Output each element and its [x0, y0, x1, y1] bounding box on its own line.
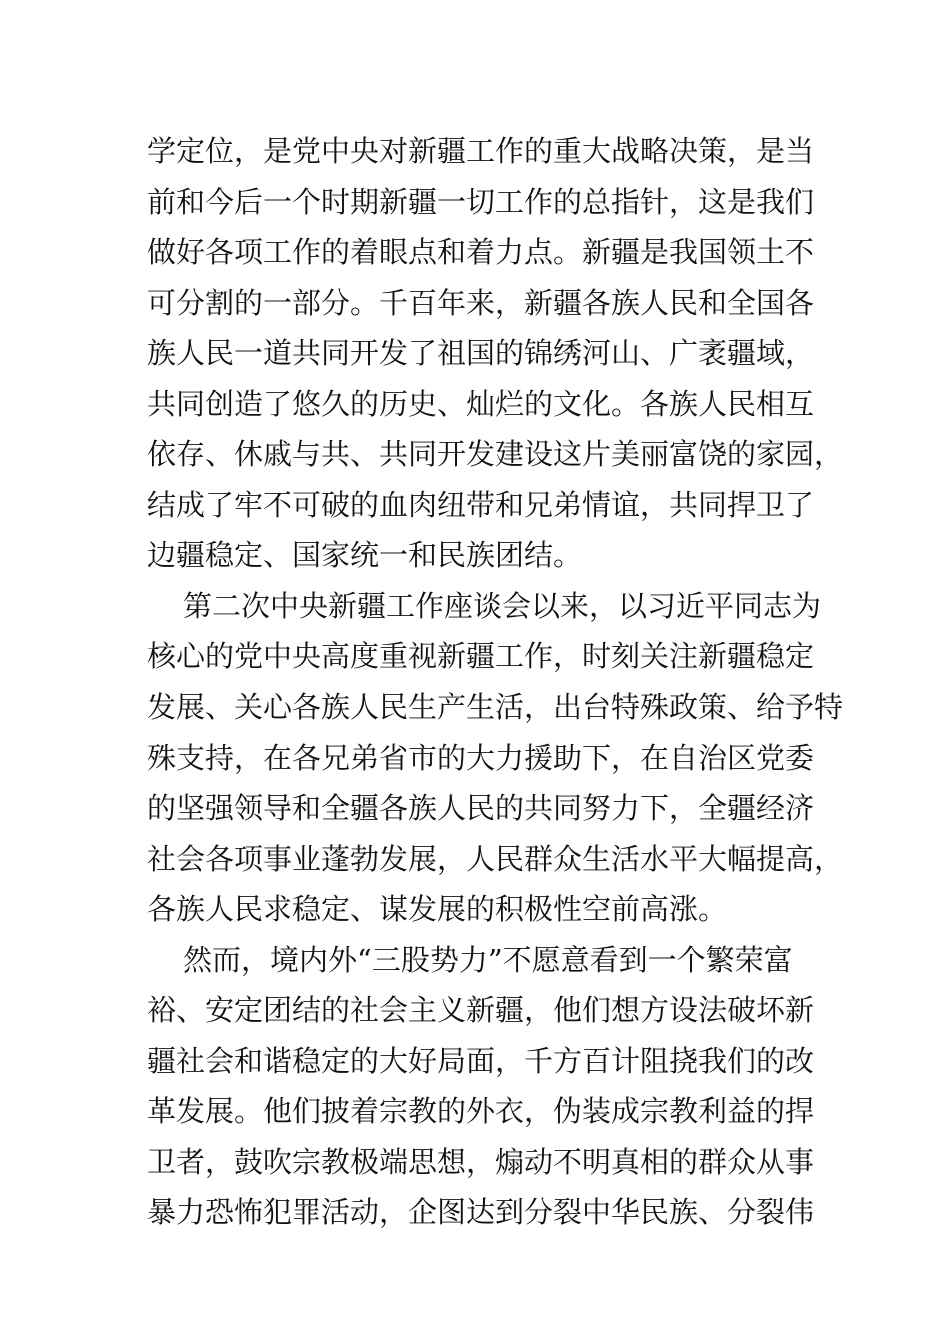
- text-line: 做好各项工作的着眼点和着力点。新疆是我国领土不: [147, 235, 815, 270]
- text-line: 社会各项事业蓬勃发展，人民群众生活水平大幅提高，: [147, 841, 844, 876]
- text-line: 暴力恐怖犯罪活动，企图达到分裂中华民族、分裂伟: [147, 1195, 815, 1230]
- text-line: 卫者，鼓吹宗教极端思想，煽动不明真相的群众从事: [147, 1144, 815, 1179]
- text-line: 共同创造了悠久的历史、灿烂的文化。各族人民相互: [147, 386, 815, 421]
- text-line: 依存、休戚与共、共同开发建设这片美丽富饶的家园，: [147, 437, 844, 472]
- text-line: 殊支持，在各兄弟省市的大力援助下，在自治区党委: [147, 740, 815, 775]
- paragraph-2: [147, 581, 844, 935]
- text-line-first: 然而，境内外“三股势力”不愿意看到一个繁荣富: [183, 942, 793, 977]
- text-line: 边疆稳定、国家统一和民族团结。: [147, 538, 583, 573]
- text-line: 革发展。他们披着宗教的外衣，伪装成宗教利益的捍: [147, 1094, 815, 1129]
- text-line: 族人民一道共同开发了祖国的锦绣河山、广袤疆域，: [147, 336, 815, 371]
- text-line: 前和今后一个时期新疆一切工作的总指针，这是我们: [147, 184, 815, 219]
- text-line: 发展、关心各族人民生产生活，出台特殊政策、给予特: [147, 690, 844, 725]
- text-line: 的坚强领导和全疆各族人民的共同努力下，全疆经济: [147, 791, 815, 826]
- text-line-first: 第二次中央新疆工作座谈会以来，以习近平同志为: [183, 588, 822, 623]
- text-line: 结成了牢不可破的血肉纽带和兄弟情谊，共同捍卫了: [147, 487, 815, 522]
- paragraph-3: [147, 935, 817, 1238]
- document-body: [147, 126, 844, 1238]
- text-line: 可分割的一部分。千百年来，新疆各族人民和全国各: [147, 285, 815, 320]
- text-line: 学定位，是党中央对新疆工作的重大战略决策，是当: [147, 134, 815, 168]
- text-line: 各族人民求稳定、谋发展的积极性空前高涨。: [147, 892, 728, 927]
- text-line: 裕、安定团结的社会主义新疆，他们想方设法破坏新: [147, 993, 815, 1028]
- text-line: 疆社会和谐稳定的大好局面，千方百计阻挠我们的改: [147, 1043, 815, 1078]
- text-line: 核心的党中央高度重视新疆工作，时刻关注新疆稳定: [147, 639, 815, 674]
- paragraph-1: [147, 126, 844, 581]
